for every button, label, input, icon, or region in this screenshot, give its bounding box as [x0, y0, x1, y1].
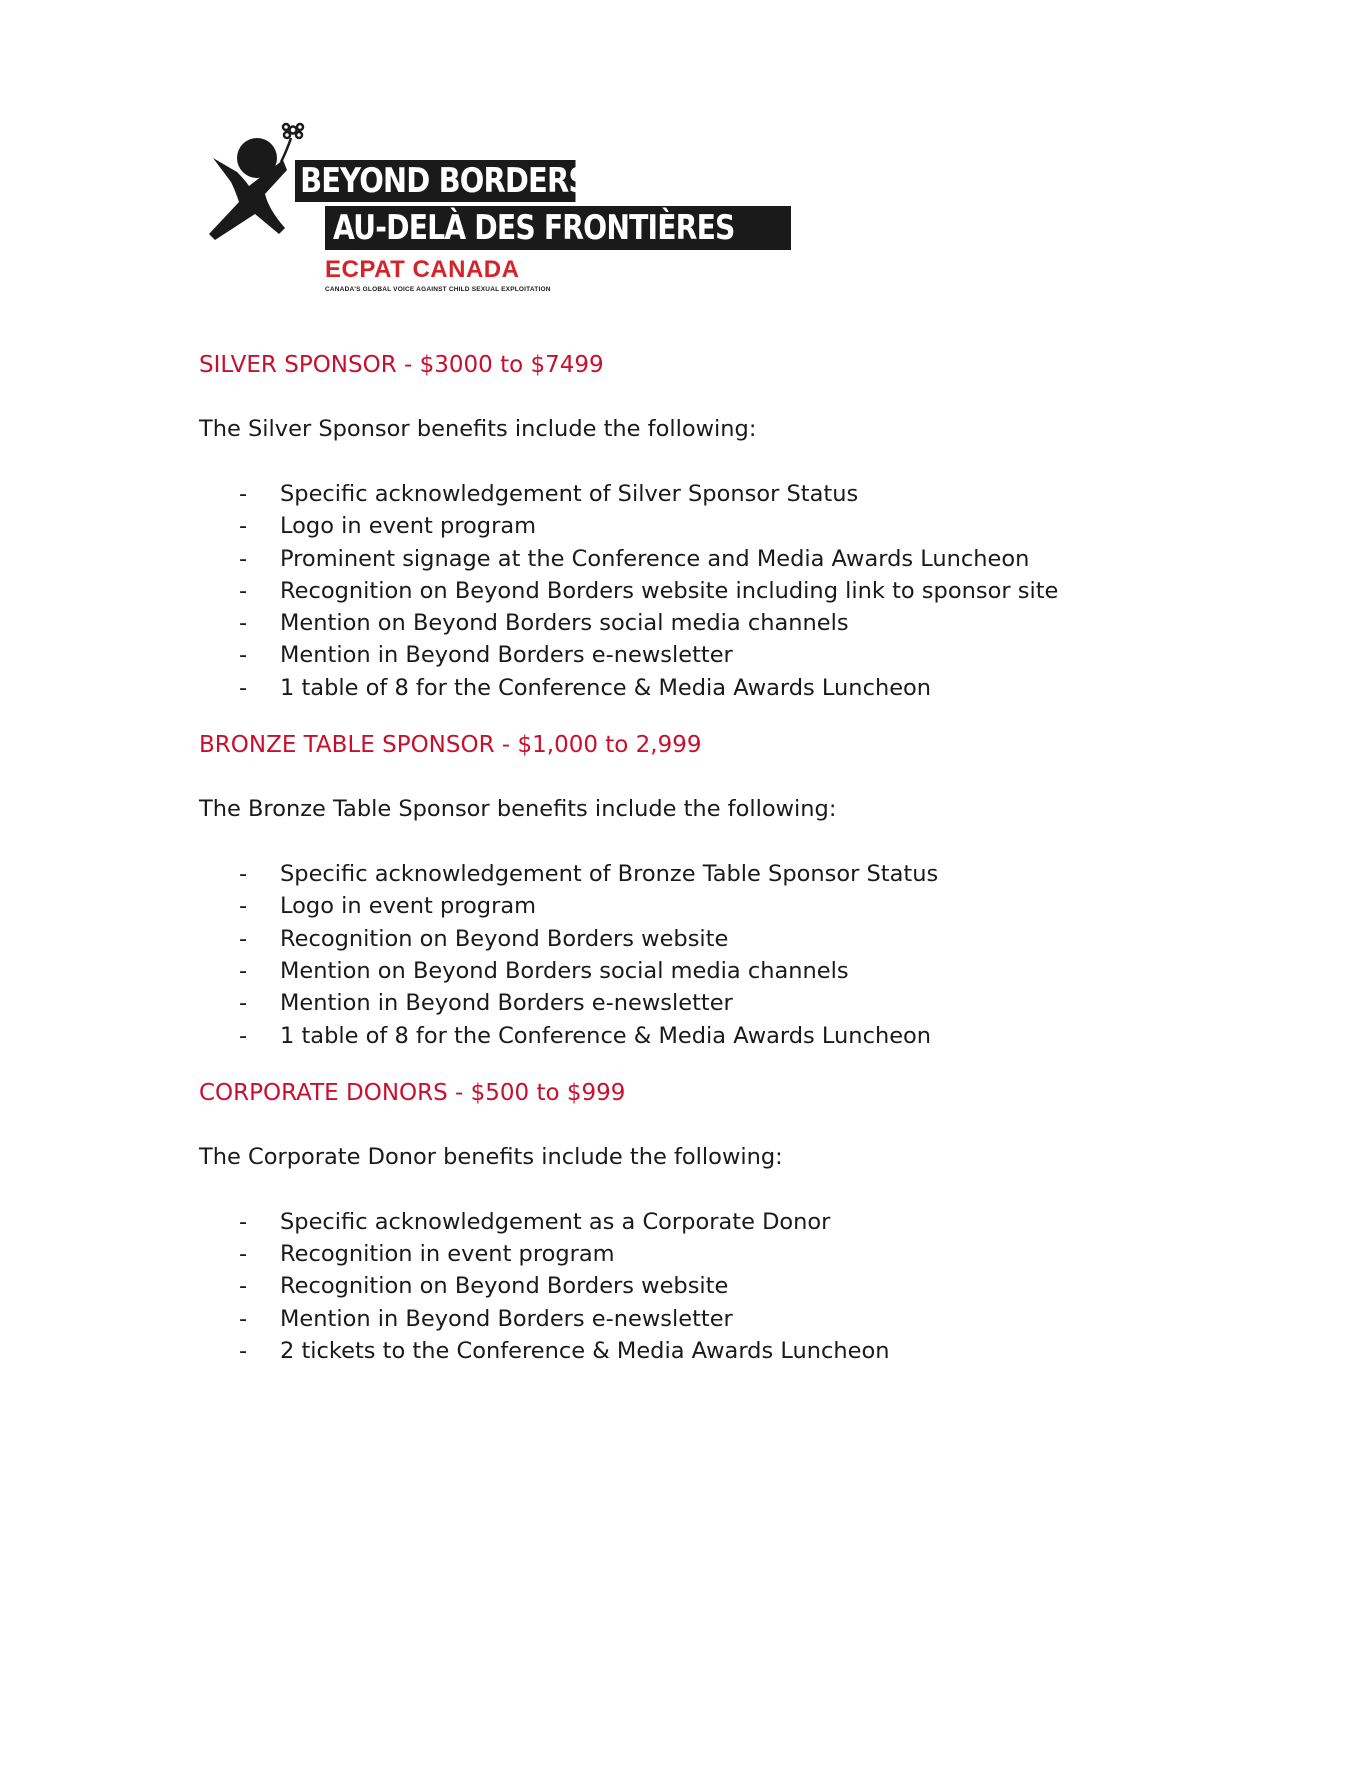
benefits-list: [199, 858, 1199, 1052]
logo-text-au-dela-label: AU-DELÀ DES FRONTIÈRES: [333, 208, 735, 248]
list-item: [199, 1206, 1199, 1238]
bullet-dash: -: [239, 1022, 248, 1049]
list-item-text: Recognition on Beyond Borders website: [280, 925, 729, 952]
list-item: [199, 1270, 1199, 1302]
section-heading: BRONZE TABLE SPONSOR - $1,000 to 2,999: [199, 732, 702, 759]
logo-tagline: CANADA'S GLOBAL VOICE AGAINST CHILD SEXUAL EXPLOITATION: [325, 286, 551, 293]
section-intro: The Silver Sponsor benefits include the following:: [199, 416, 757, 442]
list-item-text: 1 table of 8 for the Conference & Media Awards Luncheon: [280, 674, 932, 701]
section-bronze-table-sponsor: [199, 730, 1199, 1052]
list-item-text: Logo in event program: [280, 513, 537, 540]
logo-text-au-dela: [325, 206, 791, 250]
bullet-dash: -: [239, 990, 248, 1017]
list-item-text: 2 tickets to the Conference & Media Awards Luncheon: [280, 1338, 890, 1365]
list-item-text: Mention in Beyond Borders e-newsletter: [280, 1305, 733, 1332]
list-item-text: Specific acknowledgement of Bronze Table Sponsor Status: [280, 861, 939, 888]
bullet-dash: -: [239, 861, 248, 888]
bullet-dash: -: [239, 610, 248, 637]
list-item-text: Mention in Beyond Borders e-newsletter: [280, 642, 733, 669]
bullet-dash: -: [239, 1208, 248, 1235]
list-item: [199, 1020, 1199, 1052]
bullet-dash: -: [239, 1305, 248, 1332]
list-item-text: Prominent signage at the Conference and Media Awards Luncheon: [280, 545, 1030, 572]
logo-text-beyond-borders: BEYOND BORDERS: [295, 160, 576, 202]
benefits-list: [199, 1206, 1199, 1367]
bullet-dash: -: [239, 957, 248, 984]
bullet-dash: -: [239, 1273, 248, 1300]
list-item-text: Logo in event program: [280, 893, 537, 920]
list-item-text: Specific acknowledgement as a Corporate Donor: [280, 1208, 831, 1235]
list-item: [199, 1335, 1199, 1367]
bullet-dash: -: [239, 1338, 248, 1365]
list-item: [199, 1303, 1199, 1335]
list-item: [199, 575, 1199, 607]
list-item: [199, 890, 1199, 922]
list-item: [199, 955, 1199, 987]
section-heading: SILVER SPONSOR - $3000 to $7499: [199, 352, 604, 378]
document-body: [199, 350, 1199, 1393]
bullet-dash: -: [239, 925, 248, 952]
list-item: [199, 607, 1199, 639]
list-item-text: 1 table of 8 for the Conference & Media Awards Luncheon: [280, 1022, 932, 1049]
bullet-dash: -: [239, 1241, 248, 1268]
list-item-text: Recognition in event program: [280, 1241, 615, 1268]
list-item: [199, 672, 1199, 704]
logo-text-ecpat-canada: ECPAT CANADA: [325, 256, 520, 283]
list-item-text: Recognition on Beyond Borders website: [280, 1273, 729, 1300]
bullet-dash: -: [239, 545, 248, 572]
bullet-dash: -: [239, 674, 248, 701]
beyond-borders-logo: [205, 120, 795, 300]
section-heading: CORPORATE DONORS - $500 to $999: [199, 1079, 626, 1106]
list-item: [199, 1238, 1199, 1270]
list-item: [199, 478, 1199, 510]
bullet-dash: -: [239, 513, 248, 540]
list-item-text: Mention on Beyond Borders social media channels: [280, 957, 849, 984]
section-corporate-donors: [199, 1078, 1199, 1367]
bullet-dash: -: [239, 577, 248, 604]
benefits-list: [199, 478, 1199, 704]
list-item: [199, 987, 1199, 1019]
list-item: [199, 510, 1199, 542]
section-intro: The Bronze Table Sponsor benefits include the following:: [199, 796, 837, 823]
list-item: [199, 639, 1199, 671]
section-intro: The Corporate Donor benefits include the following:: [199, 1143, 783, 1170]
list-item-text: Specific acknowledgement of Silver Sponsor Status: [280, 481, 859, 507]
list-item: [199, 923, 1199, 955]
list-item: [199, 543, 1199, 575]
list-item-text: Recognition on Beyond Borders website including link to sponsor site: [280, 577, 1059, 604]
list-item-text: Mention on Beyond Borders social media channels: [280, 610, 849, 637]
bullet-dash: -: [239, 481, 248, 507]
list-item-text: Mention in Beyond Borders e-newsletter: [280, 990, 733, 1017]
list-item: [199, 858, 1199, 890]
bullet-dash: -: [239, 642, 248, 669]
bullet-dash: -: [239, 893, 248, 920]
section-silver-sponsor: [199, 350, 1199, 704]
